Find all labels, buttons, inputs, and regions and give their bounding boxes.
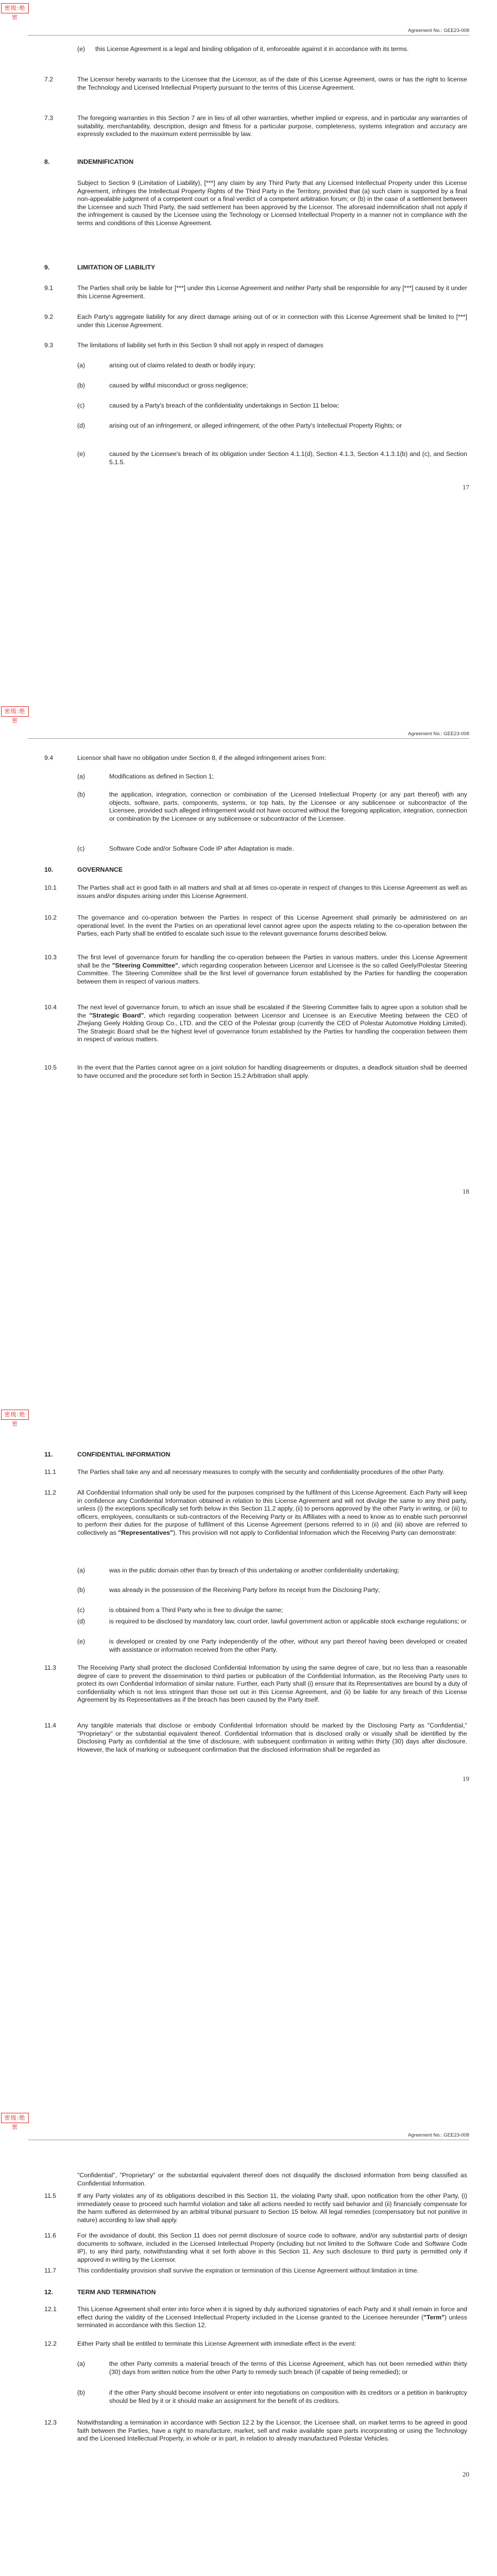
section-number: 11.7 <box>44 2267 57 2274</box>
section-heading: INDEMNIFICATION <box>77 158 134 165</box>
section-number: 12.2 <box>44 2340 57 2347</box>
section-number: 11. <box>44 1451 53 1458</box>
section-text: If any Party violates any of its obligations described in this Section 11, the violating Party shall, upon notification from the other Party, (i) immediately cease to proceed such harmful violation and take all actions needed to rectify said behavior and (ii) financially compensate for the harm suffered as determined by an arbitral tribunal pursuant to Section 15 below. All legal remedies (compensatory but not punitive in nature) according to law shall apply. <box>77 2192 467 2224</box>
item-label: (a) <box>77 2360 85 2367</box>
item-label: (e) <box>77 450 85 457</box>
section-number: 9.1 <box>44 284 54 292</box>
item-label: (a) <box>77 773 85 780</box>
section-text: The Receiving Party shall protect the disclosed Confidential Information by using the same degree of care, but no less than a reasonable degree of care to prevent the dissemination to third parties or publication of the Confidential Information, as the Receiving Party uses to protect its own Confidential Information of similar nature. Further, each Party shall (i) ensure that its Representatives are bound by a duty of confidentiality which is not less stringent than those set out in this License Agreement, and (ii) be liable for any breach of this License Agreement by its Representatives as if the breach has been caused by the Party itself. <box>77 1664 467 1703</box>
item-label: (b) <box>77 2389 85 2396</box>
page-18 <box>0 703 497 1406</box>
section-number: 11.2 <box>44 1489 57 1496</box>
section-heading: GOVERNANCE <box>77 866 123 873</box>
section-text: The governance and co-operation between the Parties in respect of this License Agreement shall primarily be administered on an operational level. In the event the Parties on an operational level cannot agree upon the aspects relating to the co-operation between the Parties, each Party shall be entitled to escalate such issue to the relevant governance forums described below. <box>77 914 467 937</box>
section-number: 9.2 <box>44 313 54 320</box>
section-number: 11.3 <box>44 1664 57 1671</box>
item-label: (b) <box>77 382 85 389</box>
section-number: 9. <box>44 264 50 271</box>
section-heading: LIMITATION OF LIABILITY <box>77 264 156 271</box>
item-text: this License Agreement is a legal and binding obligation of it, enforceable against it in accordance with its terms. <box>95 45 409 53</box>
section-number: 10. <box>44 866 54 873</box>
item-text: Software Code and/or Software Code IP after Adaptation is made. <box>109 845 294 852</box>
item-text: arising out of an infringement, or alleged infringement, of the other Party's Intellectual Property Rights; or <box>109 422 402 429</box>
item-label: (b) <box>77 791 85 798</box>
section-number: 9.3 <box>44 342 54 349</box>
section-number: 12. <box>44 2289 54 2296</box>
section-number: 10.2 <box>44 914 57 921</box>
item-text: caused by willful misconduct or gross negligence; <box>109 382 248 389</box>
item-text: caused by a Party's breach of the confidentiality undertakings in Section 11 below; <box>109 402 339 409</box>
section-text: The foregoing warranties in this Section 7 are in lieu of all other warranties, whether implied or express, and in particular any warranties of suitability, merchantability, description, design and fitness for a particular purpose, completeness, systems integration and accuracy are expressly excluded to the maximum extent permissible by law. <box>77 114 467 138</box>
section-number: 11.1 <box>44 1468 57 1476</box>
agreement-number: Agreement No.: GEE23-008 <box>408 28 469 33</box>
section-number: 10.4 <box>44 1004 57 1011</box>
section-number: 12.1 <box>44 2306 57 2313</box>
item-label: (b) <box>77 1586 85 1594</box>
item-text: is obtained from a Third Party who is free to divulge the same; <box>109 1606 283 1614</box>
section-text: Each Party's aggregate liability for any direct damage arising out of or in connection with this License Agreement shall be limited to [***] under this License Agreement. <box>77 313 467 329</box>
section-text: Licensor shall have no obligation under Section 8, if the alleged infringement arises from: <box>77 754 327 761</box>
section-number: 11.5 <box>44 2192 57 2199</box>
item-label: (e) <box>77 1638 85 1645</box>
section-text: The first level of governance forum for handling the co-operation between the Parties in various matters, under this License Agreement shall be the "Steering Committee", which regarding cooperation between Licensor and Licensee is the so called Geely/Polestar Steering Committee. The Steering Committee shall be the first level of governance forum established by the Parties for handling the cooperation between them in respect of various matters. <box>77 954 468 985</box>
section-number: 9.4 <box>44 754 54 761</box>
item-label: (c) <box>77 402 85 409</box>
section-text: The next level of governance forum, to which an issue shall be escalated if the Steering Committee fails to agree upon a solution shall be the "Strategic Board", which regarding cooperation between Licensor and Licensee is an Executive Meeting between the CEO of Zhejiang Geely Holding Group Co., LTD. and the CEO of the Polestar group (currently the CEO of Polestar Automotive Holding Limited). The Strategic Board shall be the highest level of governance forum established by the Parties for handling the cooperation between them in respect of various matters. <box>77 1004 467 1043</box>
item-label: (e) <box>77 45 85 53</box>
section-text: The Licensor hereby warrants to the Licensee that the Licensor, as of the date of this License Agreement, owns or has the right to license the Technology and Licensed Intellectual Property pursuant to the terms of this License Agreement. <box>77 76 467 91</box>
confidential-stamp: 密级:绝密 <box>1 1410 29 1420</box>
item-text: if the other Party should become insolvent or enter into negotiations on composition with its creditors or a petition in bankruptcy should be filed by it or it should make an assignment for the benefit of its creditors. <box>109 2389 467 2404</box>
confidential-stamp: 密级:绝密 <box>1 3 29 13</box>
section-number: 12.3 <box>44 2419 57 2426</box>
section-number: 10.3 <box>44 954 57 961</box>
section-text: Notwithstanding a termination in accordance with Section 12.2 by the Licensor, the Licensee shall, on market terms to be agreed in good faith between the Parties, have a right to manufacture, market, sell and make available spare parts incorporating or using the Technology and the Licensed Intellectual Property, in whole or in part, in relation to already manufactured Polestar Vehicles. <box>77 2419 467 2442</box>
page-17 <box>0 0 497 703</box>
item-text: the application, integration, connection or combination of the Licensed Intellectual Property (or any part thereof) with any objects, software, parts, components, systems, or top hats, by the Licensee or any sublicensee or subcontractor of the Licensee, provided such alleged infringement would not have occurred without the foregoing application, integration, connection or combination by the Licensee or any sublicensee or subcontractor of the Licensee. <box>109 791 467 822</box>
item-text: is developed or created by one Party independently of the other, without any part thereof having been developed or created with assistance or information received from the other Party. <box>109 1638 467 1653</box>
item-label: (a) <box>77 1567 85 1574</box>
section-text: The Parties shall act in good faith in all matters and shall at all times co-operate in respect of changes to this License Agreement as well as issues and/or disputes arising under this License Agreement. <box>77 884 467 900</box>
page-number: 18 <box>462 1188 469 1195</box>
item-text: was in the public domain other than by breach of this undertaking or another confidentiality undertaking; <box>109 1567 400 1574</box>
item-label: (c) <box>77 1606 85 1614</box>
section-text: For the avoidance of doubt, this Section 11 does not permit disclosure of source code to software, and/or any substantial parts of design documents to software, included in the Licensed Intellectual Property (including but not limited to the Software Code and Software Code IP), to any third party, notwithstanding what it set forth above in this Section 11. Any such disclosure to third party is permitted only if approved in writing by the Licensor. <box>77 2232 467 2263</box>
section-text: Subject to Section 9 (Limitation of Liability), [***] any claim by any Third Party that any Licensed Intellectual Property under this License Agreement, infringes the Intellectual Property Rights of the Third Party in the Territory, provided that (a) such claim is supported by a final non-appealable judgment of a competent court or a final verdict of a competent arbitration forum; or (b) in the case of a settlement between the Licensee and such Third Party, the said settlement has been approved by the Licensor. The aforesaid indemnification shall not apply if the infringement is caused by the Licensee using the Technology or Licensed Intellectual Property in a manner not in compliance with the terms and conditions of this License Agreement. <box>77 179 467 227</box>
section-heading: CONFIDENTIAL INFORMATION <box>77 1451 170 1458</box>
header-divider <box>28 35 469 36</box>
page-number: 19 <box>462 1775 469 1783</box>
section-number: 7.3 <box>44 114 54 122</box>
section-text: "Confidential", "Proprietary" or the substantial equivalent thereof does not disqualify the disclosed information from being classified as Confidential Information. <box>77 2172 467 2187</box>
page-20 <box>0 2110 497 2576</box>
section-text: This License Agreement shall enter into force when it is signed by duly authorized signatories of each Party and it shall remain in force and effect during the validity of the Licensed Intellectual Property included in the License granted to the Licensee hereunder ("Term") unless terminated in accordance with this Section 12. <box>77 2306 468 2329</box>
section-text: The Parties shall only be liable for [***] under this License Agreement and neither Party shall be responsible for any [***] caused by it under this License Agreement. <box>77 284 467 300</box>
item-label: (d) <box>77 1618 85 1625</box>
item-text: is required to be disclosed by mandatory law, court order, lawful government action or applicable stock exchange regulations; or <box>109 1618 467 1625</box>
section-number: 11.6 <box>44 2232 57 2239</box>
item-label: (a) <box>77 362 85 369</box>
section-text: Either Party shall be entitled to terminate this License Agreement with immediate effect in the event: <box>77 2340 356 2347</box>
section-number: 10.5 <box>44 1064 57 1071</box>
page-19 <box>0 1406 497 2110</box>
section-text: Any tangible materials that disclose or embody Confidential Information should be marked by the Disclosing Party as "Confidential," "Proprietary" or the substantial equivalent thereof. Confidential Information that is disclosed orally or visually shall be identified by the Disclosing Party as confidential at the time of disclosure, with subsequent confirmation in writing within thirty (30) days after disclosure. However, the lack of marking or subsequent confirmation that the disclosed information shall be regarded as <box>77 1722 467 1753</box>
item-text: caused by the Licensee's breach of its obligation under Section 4.1.1(d), Section 4.1.3, Section 4.1.3.1(b) and (c), and Section 5.1.5. <box>109 450 467 466</box>
confidential-stamp: 密级:绝密 <box>1 706 29 717</box>
section-number: 10.1 <box>44 884 57 891</box>
section-number: 7.2 <box>44 76 54 83</box>
page-number: 20 <box>462 2470 469 2478</box>
section-number: 8. <box>44 158 50 165</box>
header-divider <box>28 738 469 739</box>
item-label: (d) <box>77 422 85 429</box>
item-text: the other Party commits a material breach of the terms of this License Agreement, which has not been remedied within thirty (30) days from written notice from the other Party to remedy such breach (if capable of being remedied); or <box>109 2360 467 2376</box>
agreement-number: Agreement No.: GEE23-008 <box>408 2132 469 2138</box>
confidential-stamp: 密级:绝密 <box>1 2113 29 2123</box>
section-number: 11.4 <box>44 1722 57 1729</box>
item-text: Modifications as defined in Section 1; <box>109 773 214 780</box>
section-text: The Parties shall take any and all necessary measures to comply with the security and confidentiality procedures of the other Party. <box>77 1468 444 1476</box>
section-heading: TERM AND TERMINATION <box>77 2289 156 2296</box>
item-text: arising out of claims related to death or bodily injury; <box>109 362 255 369</box>
item-text: was already in the possession of the Receiving Party before its receipt from the Disclosing Party; <box>109 1586 380 1594</box>
section-text: The limitations of liability set forth in this Section 9 shall not apply in respect of damages <box>77 342 323 349</box>
section-text: This confidentiality provision shall survive the expiration or termination of this License Agreement without limitation in time. <box>77 2267 419 2274</box>
section-text: All Confidential Information shall only be used for the purposes comprised by the fulfilment of this License Agreement. Each Party will keep in confidence any Confidential Information obtained in relation to this License Agreement and will not divulge the same to any third party, unless (i) the exceptions specifically set forth below in this Section 11.2 apply, (ii) to persons approved by the other Party in writing, or (iii) to officers, employees, consultants or sub-contractors of the Receiving Party or its Affiliates with a need to know as to enable such personnel to perform their duties for the purpose of fulfilment of this License Agreement (persons referred to in (ii) and (iii) above are referred to collectively as "Representatives"). This provision will not apply to Confidential Information which the Receiving Party can demonstrate: <box>77 1489 467 1536</box>
page-number: 17 <box>462 483 469 491</box>
section-text: In the event that the Parties cannot agree on a joint solution for handling disagreements or disputes, a deadlock situation shall be deemed to have occurred and the procedure set forth in Section 15.2 Arbitration shall apply. <box>77 1064 467 1079</box>
item-label: (c) <box>77 845 85 852</box>
agreement-number: Agreement No.: GEE23-008 <box>408 731 469 737</box>
